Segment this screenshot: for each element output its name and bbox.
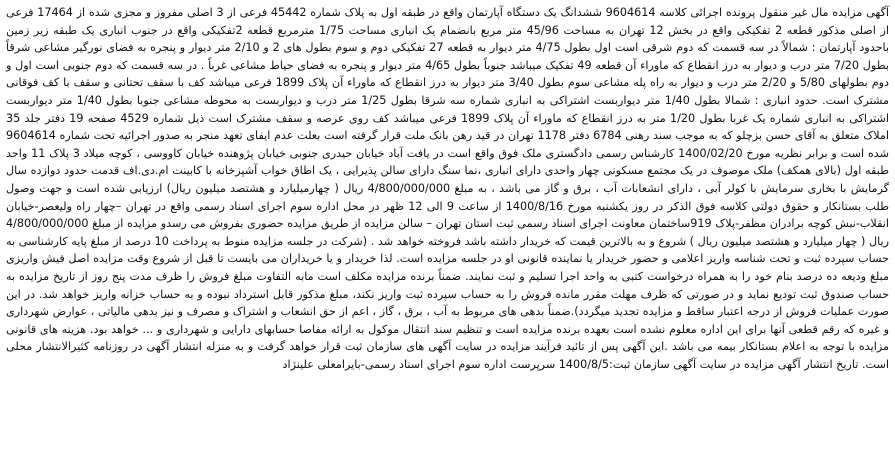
notice-body-text: آگهی مزایده مال غیر منقول پرونده اجرائی کلاسه 9604614 ششدانگ یک دستگاه آپارتمان واقع در طبقه اول به پلاک شماره 45442 فرعی از 3 اصلی مفروز و مجزی شده از 17464 فرعی از اصلی مذکور قطعه 2 تفکیکی واقع در بخش 12 تهران به مساحت 45/96 متر مربع بانضمام یک انباری مساحت 1/75 مترمربع قطعه 2تفکیکی واقع در جنوب انباری یک طبقه زیر زمین باحدود آپارتمان : شمالاً در سه قسمت که دوم شرقی است اول بطول 4/75 متر دیوار به قطعه 27 تفکیکی دوم و سوم بطول های 2 و 2/10 متر دیوار و پنجره به فضای نورگیر مشاعی شرقاً بطول 7/20 متر درب و دیوار به درز انقطاع که ماوراء آن قطعه 49 تفکیک میباشد جنوباً بطول 4/65 متر دیوار و پنجره به فضای حیاط مشاعی غرباً . در سه قسمت که دوم جنوبی است اول و دوم بطولهای 5/80 و 2/20 متر درب و دیوار به راه پله مشاعی سوم بطول 3/40 متر دیوار به درز انقطاع که ماوراء آن پلاک 1899 فرعی میباشد کف با سقف تحتانی و سقف با کف فوقانی مشترک است. حدود انباری : شمالا بطول 1/40 متر دیواربست اشتراکی به انباری شماره سه شرقا بطول 1/25 متر درب و دیواربست به محوطه مشاعی جنوبا بطول 1/40 متر دیواربست اشتراکی به انباری شماره یک غربا بطول 1/20 متر به درز انقطاع که ماوراء آن پلاک 1899 فرعی میباشد کف روی عرصه و سقف مشترک است ذیل شماره 4529 صفحه 19 دفتر جلد 35 املاک متعلق به آقای حسن بزچلو که به موجب سند رهنی 6784 دفتر 1178 تهران در قید رهن بانک ملت قرار گرفته است بعلت عدم ایفای تعهد منجر به صدور اجرائیه تحت شماره 9604614 شده است و برابر نظریه مورخ 1400/02/20 کارشناس رسمی دادگستری ملک فوق واقع است در یافت آباد خیابان حیدری جنوبی خیابان پژوهنده خیابان کاووسی ، کوچه میلاد 3 پلاک 11 واحد طبقه اول (بالای همکف) ملک موصوف در یک مجتمع مسکونی چهار واحدی دارای انباری ،نما سنگ دارای سالن پذیرایی ، یک اطاق خواب آشپزخانه با کابینت ام.دی.اف قدمت حدود دوازده سال گرمایش با بخاری سرمایش با کولر آبی ، دارای انشعابات آب ، برق و گاز می باشد ، به مبلغ 4/800/000/000 ریال ( چهارمیلیارد و هشتصد میلیون ریال) ارزیابی شده است و جهت وصول طلب بستانکار و حقوق دولتی کلاسه فوق الذکر در روز یکشنبه مورخ 1400/8/16 از ساعت 9 الی 12 ظهر در محل اداره سوم اجرای اسناد رسمی واقع در تهران –چهار راه ولیعصر-خیابان انقلاب-نبش کوچه برادران مظفر-پلاک 919ساختمان معاونت اجرای اسناد رسمی ثبت استان تهران – سالن مزایده از طریق مزایده حضوری بفروش می رسدو مزایده از مبلغ 4/800/000/000 ریال ( چهار میلیارد و هشتصد میلیون ریال ) شروع و به بالاترین قیمت که خریدار داشته باشد فروخته خواهد شد . (شرکت در جلسه مزایده منوط به پرداخت 10 درصد از مبلغ پایه کارشناسی به حساب سپرده ثبت و تحت شناسه واریز اعلامی و حضور خریدار یا نماینده قانونی او در جلسه مزایده است. لذا خریدار و یا خریداران می بایست تا قبل از شروع وقت مزایده اصل فیش واریزی مبلغ ودیعه ده درصد بنام خود را به همراه درخواست کتبی به واحد اجرا تسلیم و ثبت نمایند. ضمناً برنده مزایده مکلف است مابه التفاوت مبلغ فروش را ظرف مدت پنج روز از تاریخ مزایده به حساب صندوق ثبت تودیع نماید و در صورتی که ظرف مهلت مقرر مانده فروش را به حساب سپرده ثبت واریز نکند، مبلغ مذکور قابل استرداد نبوده و به حساب خزانه واریز خواهد شد. در این صورت عملیات فروش از درجه اعتبار ساقط و مزایده تجدید میگردد).ضمناً بدهی های مربوط به آب ، برق ، گاز ، اعم از حق انشعاب و اشتراک و مصرف و نیز بدهی مالیاتی ، عوارض شهرداری و غیره که رقم قطعی آنها برای این اداره معلوم نشده است بعهده برنده مزایده است و تنظیم سند انتقال موکول به ارائه مفاصا حسابهای دارایی و شهرداری و ... خواهد بود. هزینه های قانونی مزایده با توجه به اعلام بستانکار بیمه می باشد .این آگهی پس از تائید فرآیند مزایده در سایت آگهی های سازمان ثبت قرار خواهد گرفت و به منزله انتشار آگهی در روزنامه کثیرالانتشار محلی است. تاریخ انتشار آگهی مزایده در سایت آگهی سازمان ثبت:1400/8/5 سرپرست اداره سوم اجرای اسناد رسمی-بایرامعلی علینژاد	[6, 6, 890, 371]
